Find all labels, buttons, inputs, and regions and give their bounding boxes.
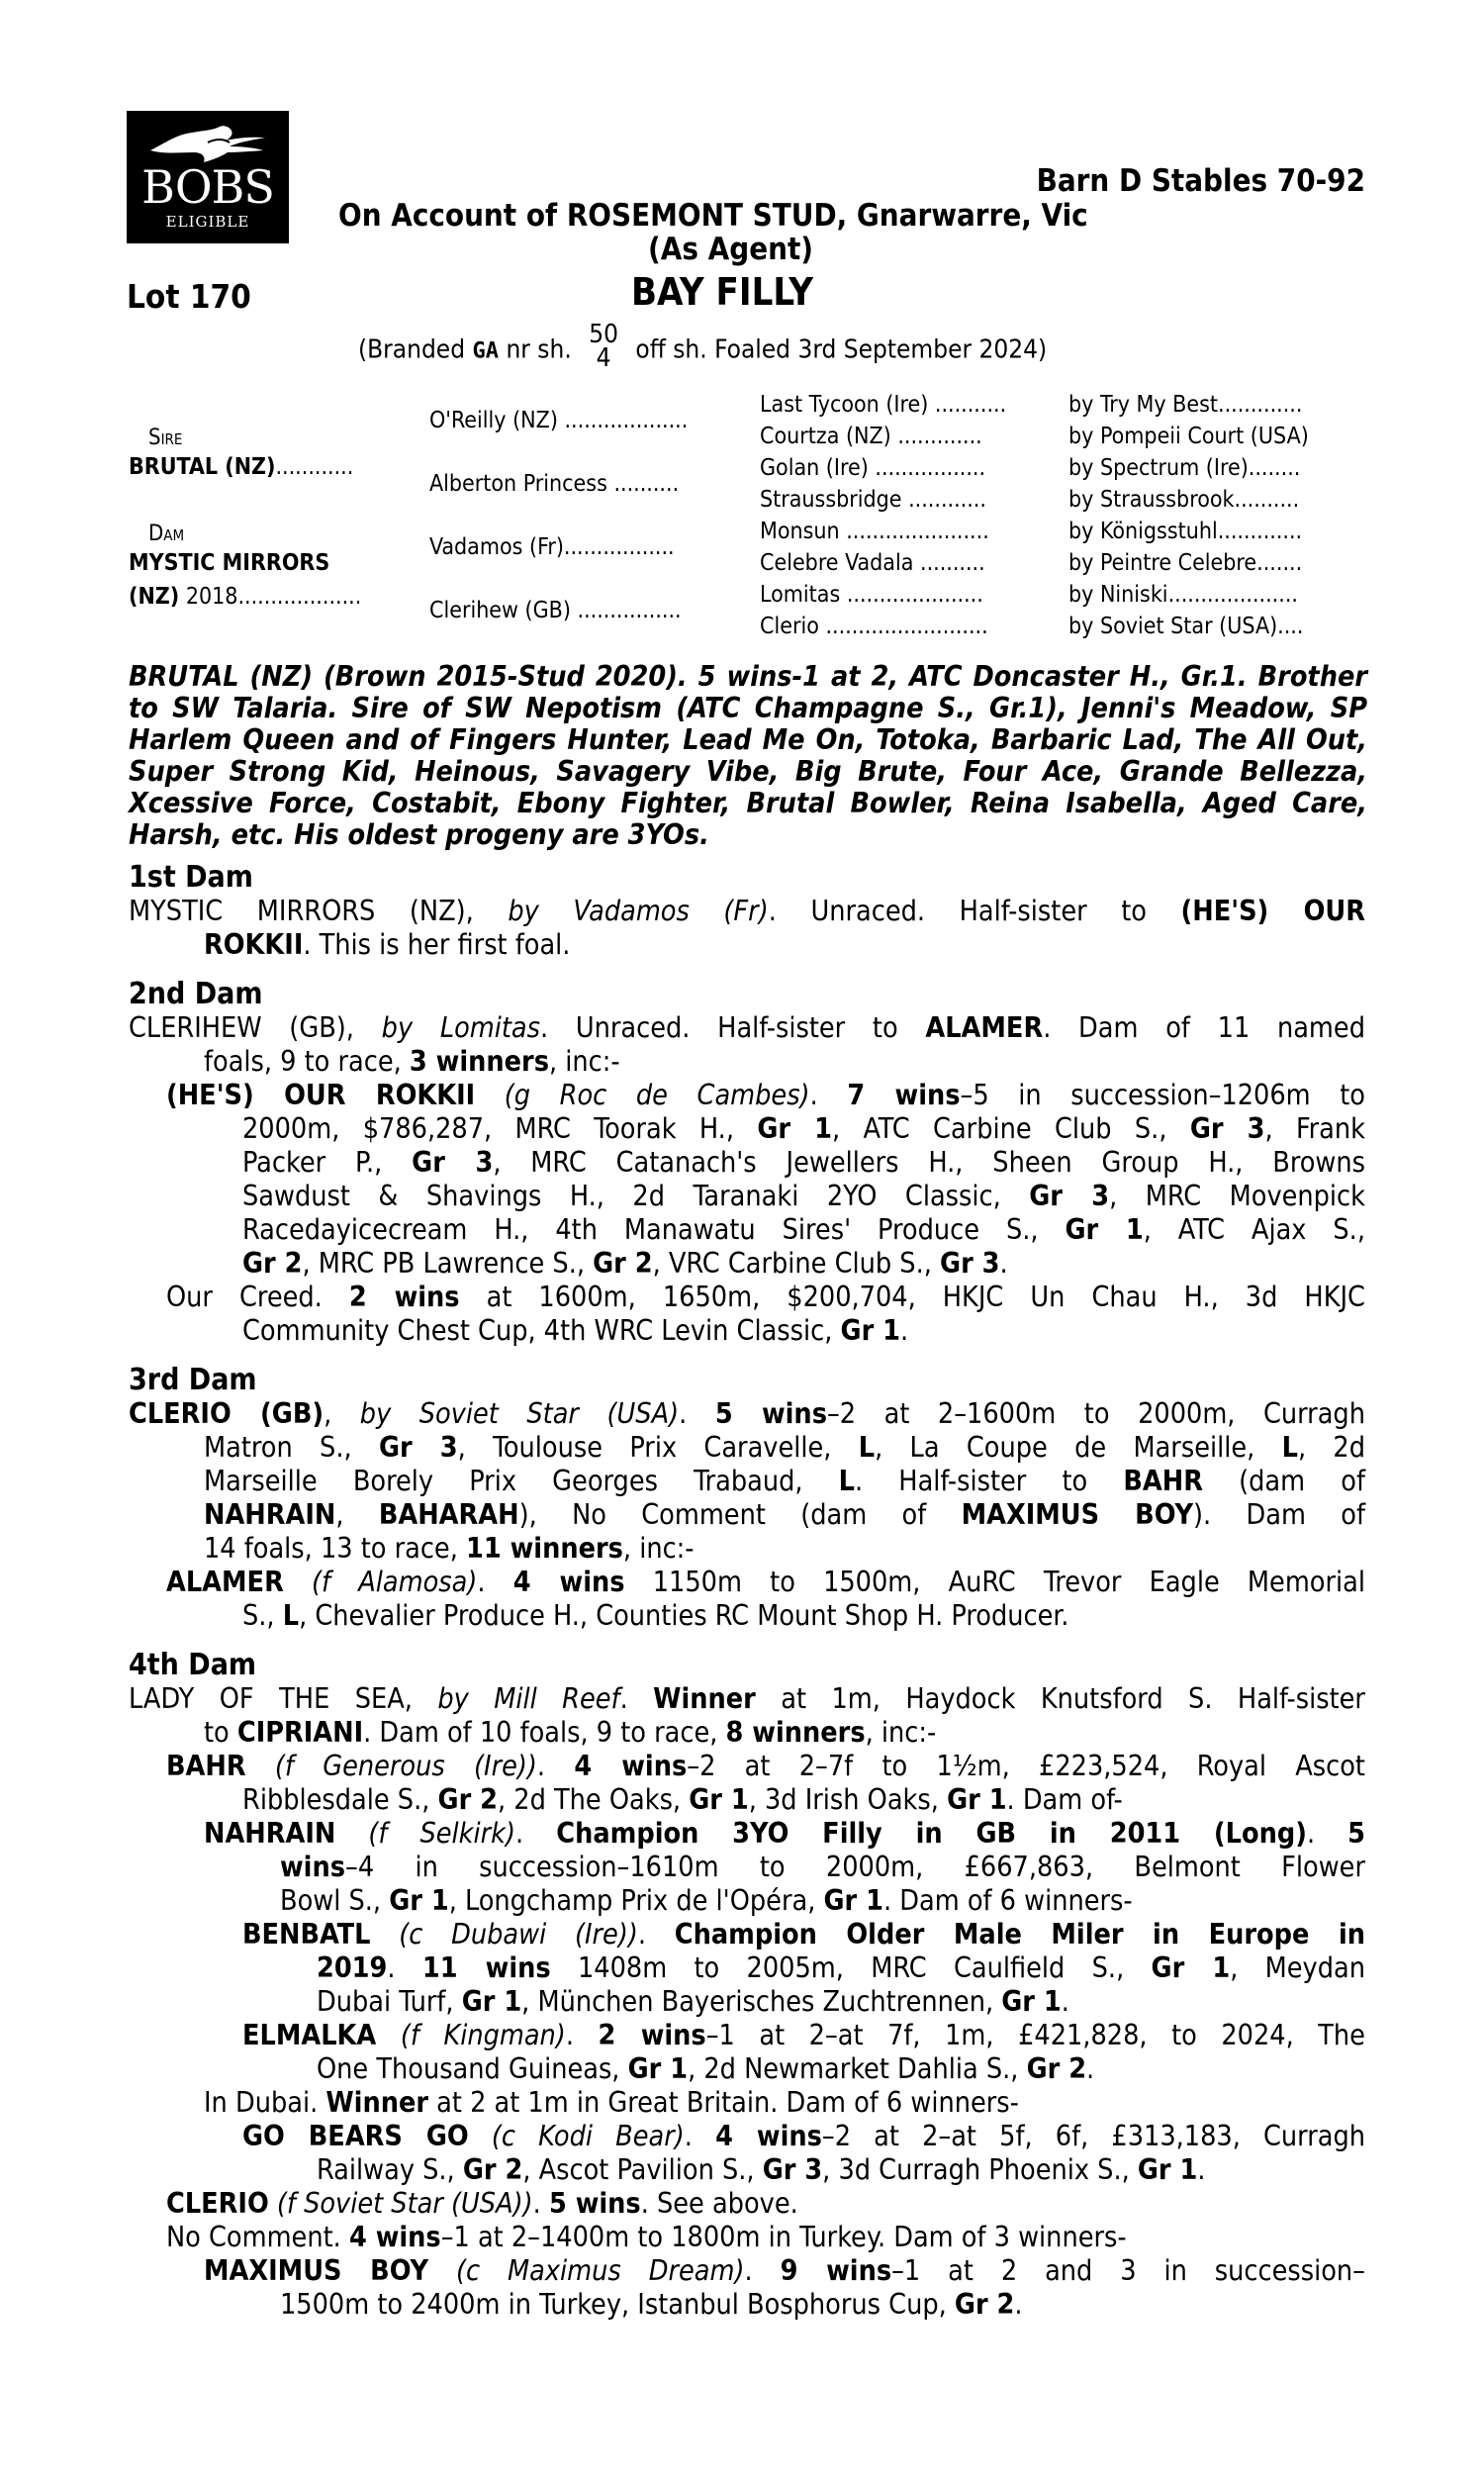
grade: Gr 2 [593,1247,653,1280]
grade: L [282,1599,300,1632]
vendor-account: On Account of ROSEMONT STUD, Gnarwarre, Vic [338,198,1088,234]
dots: ............ [908,487,986,513]
third-dam-line [204,1431,1365,1465]
text: –1 at 2–1400m to 1800m in Turkey. Dam of 3 winners- [440,2221,1127,2253]
text: . [809,1079,818,1111]
wins: 5 wins [714,1397,827,1430]
dots: .......... [920,550,985,576]
progeny-line [242,1180,1365,1213]
bold-name: CIPRIANI [236,1716,364,1749]
text: . [684,2120,693,2152]
sire-of-text: by Spectrum (Ire) [1068,455,1249,481]
text: , VRC Carbine Club S., [652,1247,932,1280]
text: , Longchamp Prix de l'Opéra, [448,1884,816,1917]
great-grandparent-name: Golan (Ire) [760,455,869,481]
bold-text: Winner [653,1682,756,1715]
grade: Gr 3 [762,2153,823,2186]
sire-of-text: by Soviet Star (USA) [1068,614,1278,639]
brand-fraction-top: 50 [589,320,618,349]
progeny-line [166,1079,1365,1112]
wins: 9 wins [780,2254,892,2287]
progeny-name: No Comment. [166,2221,341,2253]
text: . Unraced. Half-sister to [540,1011,898,1044]
text: . [515,1817,524,1850]
grade: Gr 1 [840,1314,900,1347]
sire-name-text: BRUTAL (NZ) [129,454,276,480]
great-grandparent-sire [1068,612,1303,641]
wins: 2 wins [598,2019,706,2051]
progeny-line [242,1213,1365,1247]
text: . [679,1397,688,1430]
grandparent [429,469,679,499]
progeny-name: BAHR [166,1750,246,1782]
third-dam-line [204,1465,1365,1498]
dam-year: 2018 [185,584,238,610]
text: . Unraced. Half-sister to [768,895,1147,927]
text: 1150m to 1500m, AuRC Trevor Eagle Memorial [652,1566,1365,1598]
text: –2 at 2–1600m to 2000m, Curragh [826,1397,1365,1430]
progeny-line [166,2221,1127,2254]
fourth-dam-heading: 4th Dam [129,1648,257,1682]
great-grandparent [760,612,988,641]
great-grandparent-sire [1068,390,1302,420]
text: . See above. [640,2187,798,2220]
text: . Dam of 10 foals, 9 to race, [363,1716,718,1749]
bold-text: 11 winners [466,1532,623,1565]
brand-prefix: (Branded [358,334,466,365]
text: . Half-sister to [855,1465,1088,1497]
progeny-line [242,1599,1068,1633]
text: , inc:- [548,1045,620,1078]
great-grandparent-name: Straussbridge [760,487,902,513]
sire-of-text: by Pompeii Court (USA) [1068,424,1309,449]
text: S., [242,1599,275,1632]
bold-text: 3 winners [409,1045,549,1078]
text: Ribblesdale S., [242,1783,430,1816]
text: . [477,1566,486,1598]
sire-of-text: by Try My Best [1068,392,1219,418]
great-grandparent-name: Monsun [760,519,840,544]
text: –2 at 2–at 5f, 6f, £313,183, Curragh [821,2120,1365,2152]
progeny-line [242,1314,908,1348]
text: . [900,1314,909,1347]
wins: 5 wins [548,2187,641,2220]
progeny-line [242,2019,1365,2052]
grade: L [1281,1431,1298,1464]
logo-text-bobs: BOBS [141,160,274,214]
text: –2 at 2–7f to 1½m, £223,524, Royal Ascot [687,1750,1365,1782]
grade: Gr 3 [378,1431,458,1464]
dots: .... [1277,614,1304,639]
bold-name: NAHRAIN [204,1498,336,1531]
progeny-line [242,1918,1365,1951]
text: One Thousand Guineas, [317,2052,620,2085]
grade: Gr 2 [242,1247,303,1280]
dam-country: (NZ) [129,584,180,610]
lot-number: Lot 170 [127,277,251,316]
progeny-name: BENBATL [242,1918,371,1951]
text: . [536,1750,546,1782]
text: Bowl S., [280,1884,382,1917]
text: foals, 9 to race, [204,1045,402,1078]
progeny-line [166,1281,1365,1314]
text: to [204,1716,230,1749]
progeny-line [204,2254,1365,2288]
text: , 2d [1297,1431,1366,1464]
grade: Gr 3 [412,1146,494,1179]
text: . [565,2019,574,2051]
bobs-eligible-logo [127,111,289,243]
brand-fraction [589,320,618,373]
progeny-line [280,1851,1365,1884]
text: (dam of [1239,1465,1365,1497]
text: , Ascot Pavilion S., [522,2153,755,2186]
text: 14 foals, 13 to race, [204,1532,458,1565]
dam-name: LADY OF THE SEA, [129,1682,413,1715]
bold-name: BAHARAH [378,1498,519,1531]
progeny-line [242,2120,1365,2153]
grade: Gr 2 [462,2153,523,2186]
great-grandparent-name: Last Tycoon (Ire) [760,392,929,418]
progeny-name: GO BEARS GO [242,2120,469,2152]
championship: Champion 3YO Filly in GB in 2011 (Long) [556,1817,1307,1850]
third-dam-heading: 3rd Dam [129,1363,257,1397]
dam-dots: ................... [237,584,362,610]
text: . [1306,1817,1316,1850]
progeny-line [280,1884,1133,1918]
bold-name: MAXIMUS BOY [961,1498,1194,1531]
great-grandparent-name: Celebre Vadala [760,550,914,576]
fourth-dam-line [129,1682,1365,1716]
progeny-name: MAXIMUS BOY [204,2254,429,2287]
progeny-line [166,1750,1365,1783]
grade: Gr 1 [947,1783,1007,1816]
great-grandparent-sire [1068,453,1300,483]
text: Packer P., [242,1146,383,1179]
progeny-line [204,1817,1365,1851]
progeny-line [280,2288,1023,2322]
text: . Dam of 6 winners- [882,1884,1133,1917]
progeny-name: ALAMER [166,1566,284,1598]
great-grandparent [760,453,985,483]
grandparent-name: O'Reilly (NZ) [429,408,558,433]
dots: ........ [1248,455,1301,481]
progeny-sire: (f Selkirk) [368,1817,516,1850]
dots: ...................... [846,519,989,544]
dots: ..................... [846,582,983,608]
progeny-line [242,1247,1008,1281]
text: , MRC PB Lawrence S., [302,1247,585,1280]
progeny-name: CLERIO [166,2187,269,2220]
first-dam-line [204,928,570,962]
grade: L [838,1465,855,1497]
grade: Gr 1 [823,1884,883,1917]
agent-note: (As Agent) [648,232,814,267]
bold-text: Winner [325,2086,429,2119]
dam-sire: by Soviet Star (USA) [359,1397,680,1430]
wins: 4 wins [715,2120,822,2152]
great-grandparent-sire [1068,517,1302,546]
progeny-sire: (c Kodi Bear) [491,2120,685,2152]
sire-dots: ............ [275,454,354,480]
sire-name [129,452,353,482]
progeny-line [317,2052,1094,2086]
grandparent [429,406,688,435]
progeny-line [317,1985,1069,2019]
text: , MRC Catanach's Jewellers H., Sheen Group H., Browns [493,1146,1365,1179]
progeny-name: In Dubai. [204,2086,319,2119]
great-grandparent-name: Courtza (NZ) [760,424,891,449]
grade: Gr 1 [461,1985,522,2018]
progeny-sire: (f Generous (Ire)) [274,1750,537,1782]
grade: L [858,1431,876,1464]
great-grandparent [760,580,983,610]
progeny-sire: (f Kingman) [400,2019,566,2051]
second-dam-line [129,1011,1365,1045]
text: , Chevalier Produce H., Counties RC Mount Shop H. Producer. [299,1599,1069,1632]
text: , 2d The Oaks, [497,1783,682,1816]
fourth-dam-line [204,1716,936,1750]
progeny-line [242,1146,1365,1180]
text: 1500m to 2400m in Turkey, Istanbul Bosphorus Cup, [280,2288,947,2321]
dots: ............. [897,424,982,449]
text: Marseille Borely Prix Georges Trabaud, [204,1465,803,1497]
wins: 5 [1347,1817,1365,1850]
brand-description [358,320,1048,374]
text: Sawdust & Shavings H., 2d Taranaki 2YO Classic, [242,1180,1001,1212]
grade: Gr 3 [940,1247,1000,1280]
great-grandparent-name: Lomitas [760,582,841,608]
text: . This is her first foal. [303,928,571,961]
dam-name-line1: MYSTIC MIRRORS [129,550,330,576]
text: . Dam of- [1006,1783,1123,1816]
text: . [999,1247,1008,1280]
text: , ATC Ajax S., [1143,1213,1365,1246]
text: , [324,1397,332,1430]
progeny-line [317,2153,1206,2187]
grade: Gr 1 [1151,1951,1231,1984]
text: , ATC Carbine Club S., [831,1112,1167,1145]
great-grandparent [760,390,1006,420]
dots: ......................... [825,614,988,639]
wins: 11 wins [421,1951,551,1984]
third-dam-line [129,1397,1365,1431]
wins: 4 wins [574,1750,688,1782]
text: 2000m, $786,287, MRC Toorak H., [242,1112,734,1145]
text: . [532,2187,541,2220]
dots: ................... [564,408,689,433]
text: , 3d Curragh Phoenix S., [822,2153,1130,2186]
grade: Gr 3 [1029,1180,1110,1212]
text: Railway S., [317,2153,455,2186]
logo-text-eligible: ELIGIBLE [165,213,250,231]
text: . [1014,2288,1023,2321]
text: –1 at 2–at 7f, 1m, £421,828, to 2024, The [705,2019,1365,2051]
text: at 1600m, 1650m, $200,704, HKJC Un Chau H., 3d HKJC [486,1281,1365,1313]
great-grandparent-sire [1068,580,1298,610]
grade: Gr 1 [757,1112,832,1145]
progeny-name: NAHRAIN [204,1817,336,1850]
dam-sire: by Mill Reef [437,1682,620,1715]
text: Matron S., [204,1431,352,1464]
grandparent-name: Clerihew (GB) [429,598,571,623]
wins: 2 wins [348,1281,460,1313]
bold-name: (HE'S) OUR [1180,895,1365,927]
third-dam-line [204,1498,1365,1532]
text: , München Bayerisches Zuchtrennen, [521,1985,994,2018]
great-grandparent-sire [1068,548,1302,578]
brand-mark: GA [472,338,499,364]
brand-fraction-bottom: 4 [596,343,611,373]
text: Community Chest Cup, 4th WRC Levin Classic, [242,1314,833,1347]
great-grandparent [760,485,986,515]
grade: Gr 2 [1026,2052,1087,2085]
wins: 4 wins [512,1566,625,1598]
dam-name: CLERIO (GB) [129,1397,325,1430]
dots: .......... [1234,487,1300,513]
text: , Toulouse Prix Caravelle, [457,1431,832,1464]
text: , Frank [1264,1112,1365,1145]
dam-name-line2 [129,582,361,612]
progeny-name: ELMALKA [242,2019,377,2051]
great-grandparent-name: Clerio [760,614,819,639]
third-dam-line [204,1532,695,1566]
progeny-name: Our Creed. [166,1281,323,1313]
brand-suffix: off sh. Foaled 3rd September 2024) [635,334,1048,365]
text: . [619,1682,628,1715]
progeny-line [242,1112,1365,1146]
progeny-line [242,1783,1123,1817]
bold-name: BAHR [1123,1465,1203,1497]
dots: ................ [577,598,682,623]
dam-sire: by Vadamos (Fr) [508,895,769,927]
grade: Gr 2 [954,2288,1015,2321]
grade: Gr 2 [437,1783,498,1816]
text: , MRC Movenpick [1109,1180,1365,1212]
great-grandparent [760,422,982,451]
text: –5 in succession–1206m to [960,1079,1365,1111]
progeny-sire: (c Maximus Dream) [456,2254,745,2287]
text: at 1m, Haydock Knutsford S. Half-sister [781,1682,1365,1715]
first-dam-line [129,895,1365,928]
dots: ....... [1256,550,1303,576]
grandparent [429,532,675,562]
horse-title: BAY FILLY [631,270,813,314]
dots: .................... [1167,582,1298,608]
text: . [387,1951,396,1984]
text: –4 in succession–1610m to 2000m, £667,863, Belmont Flower [345,1851,1365,1883]
text: . [1086,2052,1095,2085]
dam-name: MYSTIC MIRRORS (NZ), [129,895,474,927]
text: , 3d Irish Oaks, [748,1783,939,1816]
great-grandparent-sire [1068,422,1309,451]
progeny-line [317,1951,1365,1985]
first-dam-heading: 1st Dam [129,860,253,895]
text: . [1061,1985,1069,2018]
text: 1408m to 2005m, MRC Caulfield S., [577,1951,1125,1984]
text: ). Dam of [1193,1498,1365,1531]
second-dam-line [204,1045,620,1079]
brand-mid: nr sh. [506,334,572,365]
text: . Dam of 11 named [1043,1011,1365,1044]
dots: ............. [1218,392,1303,418]
barn-location: Barn D Stables 70-92 [1036,163,1365,199]
text: , 2d Newmarket Dahlia S., [688,2052,1019,2085]
text: . [1197,2153,1206,2186]
text: –1 at 2 and 3 in succession– [891,2254,1365,2287]
grandparent-name: Vadamos (Fr) [429,534,564,560]
text: Dubai Turf, [317,1985,454,2018]
progeny-name: (HE'S) OUR ROKKII [166,1079,476,1111]
progeny-sire: (g Roc de Cambes) [504,1079,810,1111]
text: , Meydan [1230,1951,1365,1984]
text: , inc:- [622,1532,695,1565]
bold-text: 8 winners [725,1716,866,1749]
wins: wins [280,1851,345,1883]
grade: Gr 1 [1137,2153,1198,2186]
dots: ................. [875,455,986,481]
sire-of-text: by Peintre Celebre [1068,550,1257,576]
grade: Gr 1 [689,1783,749,1816]
dam-sire: by Lomitas [381,1011,541,1044]
text: , inc:- [865,1716,937,1749]
great-grandparent [760,517,989,546]
grade: Gr 1 [1065,1213,1144,1246]
text: . [744,2254,753,2287]
dam-name: CLERIHEW (GB), [129,1011,354,1044]
dam-label: Dam [148,522,185,546]
bold-name: ROKKII [204,928,304,961]
progeny-line [204,2086,1019,2120]
progeny-sire: (f Alamosa) [312,1566,478,1598]
progeny-sire: (f Soviet Star (USA)) [276,2187,533,2220]
second-dam-heading: 2nd Dam [129,977,263,1011]
text: Racedayicecream H., 4th Manawatu Sires' Produce S., [242,1213,1039,1246]
grandparent-name: Alberton Princess [429,471,607,497]
text: , [335,1498,344,1531]
sire-of-text: by Straussbrook [1068,487,1235,513]
sire-label: Sire [148,426,183,450]
dots: ........... [934,392,1007,418]
wins: 7 wins [847,1079,961,1111]
grade: Gr 1 [1001,1985,1062,2018]
sire-note: BRUTAL (NZ) (Brown 2015-Stud 2020). 5 wins-1 at 2, ATC Doncaster H., Gr.1. Brother to SW Talaria. Sire of SW Nepotism (ATC Champagne S., Gr.1), Jenni's Meadow, SP Harlem Queen and of Fingers Hunter, Lead Me On, Totoka, Barbaric Lad, The All Out, Super Strong Kid, Heinous, Savagery Vibe, Big Brute, Four Ace, Grande Bellezza, Xcessive Force, Costabit, Ebony Fighter, Brutal Bowler, Reina Isabella, Aged Care, Harsh, etc. His oldest progeny are 3YOs. [129,660,1367,851]
progeny-line [166,1566,1365,1599]
bold-name: ALAMER [925,1011,1044,1044]
grade: Gr 1 [389,1884,449,1917]
championship: Champion Older Male Miler in Europe in [674,1918,1365,1951]
text: . [637,1918,647,1951]
text: ), No Comment (dam of [518,1498,927,1531]
progeny-sire: (c Dubawi (Ire)) [399,1918,638,1951]
progeny-line [166,2187,798,2221]
sire-of-text: by Niniski [1068,582,1168,608]
dots: ............. [1217,519,1303,544]
grandparent [429,596,682,625]
dots: ................. [563,534,675,560]
text: at 2 at 1m in Great Britain. Dam of 6 winners- [436,2086,1019,2119]
grade: Gr 3 [1189,1112,1265,1145]
great-grandparent-sire [1068,485,1299,515]
great-grandparent [760,548,985,578]
grade: Gr 1 [627,2052,689,2085]
wins: 4 wins [348,2221,441,2253]
sire-of-text: by Königsstuhl [1068,519,1218,544]
dots: .......... [613,471,680,497]
text: , La Coupe de Marseille, [875,1431,1255,1464]
championship: 2019 [317,1951,388,1984]
